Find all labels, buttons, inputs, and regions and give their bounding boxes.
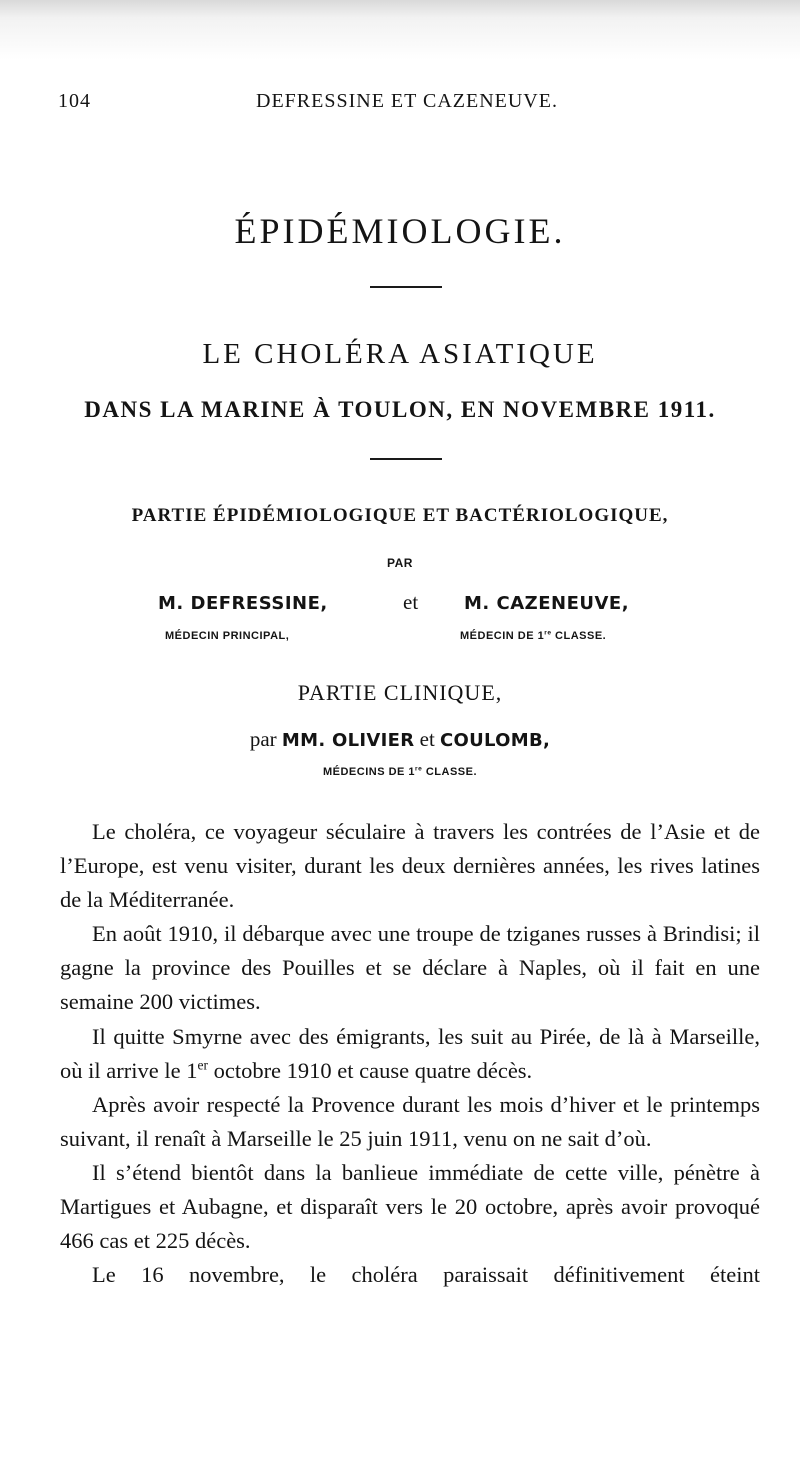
article-subtitle: DANS LA MARINE À TOULON, EN NOVEMBRE 1911. [84,397,716,422]
paragraph-4: Après avoir respecté la Provence durant les mois d’hiver et le printemps suivant, il renaît à Marseille le 25 juin 1911, venu on ne sait d’où. [60,1091,760,1151]
role-defressine: MÉDECIN PRINCIPAL, [165,630,290,642]
paragraph-1: Le choléra, ce voyageur séculaire à travers les contrées de l’Asie et de l’Europe, est venu visiter, durant les deux dernières années, les rives latines de la Méditerranée. [60,819,760,913]
part2-byline: par MM. OLIVIER et COULOMB, [249,727,551,751]
page-number: 104 [58,90,91,112]
part1-heading: PARTIE ÉPIDÉMIOLOGIQUE ET BACTÉRIOLOGIQUE, [131,505,669,526]
role-cazeneuve: MÉDECIN DE 1re CLASSE. [460,629,607,642]
title-rule-2 [370,458,442,460]
part2-role: MÉDECINS DE 1re CLASSE. [322,765,478,778]
title-rule-1 [370,286,442,288]
running-title: DEFRESSINE ET CAZENEUVE. [256,90,558,112]
body-text [60,815,760,1292]
section-title: ÉPIDÉMIOLOGIE. [234,211,566,251]
paragraph-3: Il quitte Smyrne avec des émigrants, les suit au Pirée, de là à Marseille, où il arrive le 1er octobre 1910 et cause quatre décès. [60,1023,760,1083]
paragraph-2: En août 1910, il débarque avec une troupe de tziganes russes à Brindisi; il gagne la province des Pouilles et se déclare à Naples, où il fait en une semaine 200 victimes. [60,921,760,1015]
par-label: PAR [387,556,413,570]
author-cazeneuve: M. CAZENEUVE, [464,593,630,614]
author-conjunction: et [403,590,419,614]
part2-heading: PARTIE CLINIQUE, [297,680,503,705]
article-title: LE CHOLÉRA ASIATIQUE [202,338,598,370]
author-defressine: M. DEFRESSINE, [158,593,328,614]
paragraph-5: Il s’étend bientôt dans la banlieue immédiate de cette ville, pénètre à Martigues et Aubagne, et disparaît vers le 20 octobre, après avoir provoqué 466 cas et 225 décès. [60,1159,760,1254]
running-head [58,90,758,118]
paragraph-6: Le 16 novembre, le choléra paraissait définitivement éteint [92,1262,760,1288]
